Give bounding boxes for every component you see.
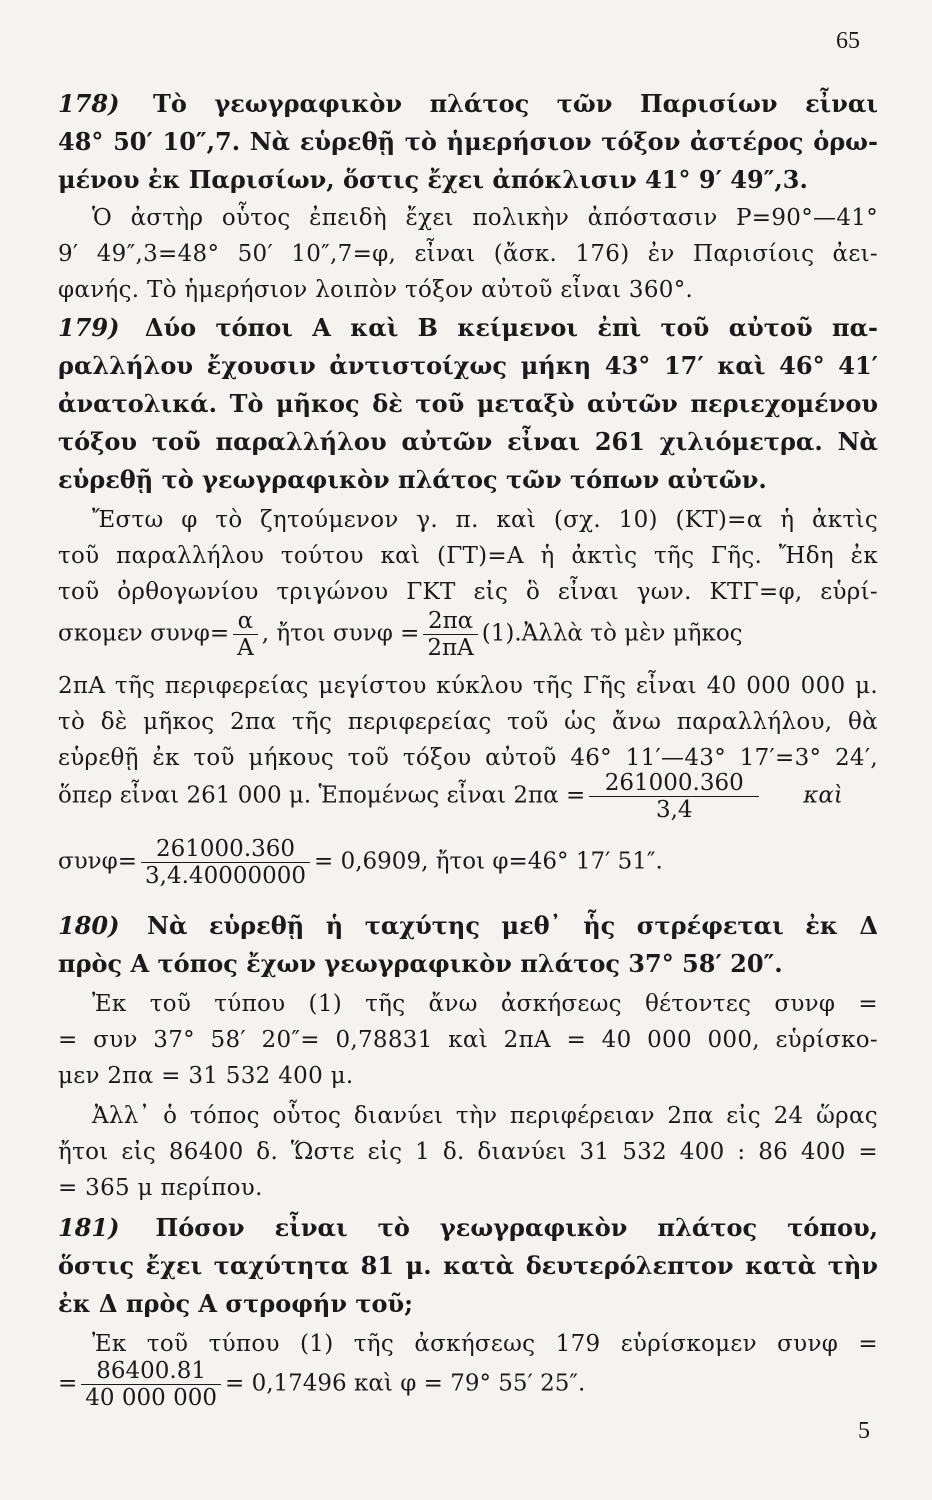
equation-181-cos-phi: = $\frac{86400.81}{40 000 000}$ = 0,17496 καὶ φ = 79° 55′ 25″. bbox=[58, 1358, 586, 1411]
fraction-a-over-A: $\frac{\alpha}{A}$ bbox=[233, 608, 258, 661]
fraction-261000-360-over-product: $\frac{261000.360}{3,4.40000000}$ bbox=[141, 836, 310, 889]
solution-179-line-6: τὸ δὲ μῆκος 2πα τῆς περιφερείας τοῦ ὡς ἄνω παραλλήλου, θὰ bbox=[58, 709, 878, 735]
solution-180-line-4: Ἀλλ᾽ ὁ τόπος οὗτος διανύει τὴν περιφέρειαν 2πα εἰς 24 ὥρας bbox=[92, 1103, 878, 1129]
solution-180-line-6: = 365 μ περίπου. bbox=[58, 1175, 263, 1201]
problem-179-line-5: εὑρεθῇ τὸ γεωγραφικὸν πλάτος τῶν τόπων αὐτῶν. bbox=[58, 465, 767, 494]
solution-178-line-2: 9′ 49″,3=48° 50′ 10″,7=φ, εἶναι (ἄσκ. 176) ἐν Παρισίοις ἀει- bbox=[58, 241, 878, 267]
equation-2pia: ὅπερ εἶναι 261 000 μ. Ἑπομένως εἶναι 2πα = $\frac{261000.360}{3,4}$ καὶ bbox=[58, 770, 843, 823]
equation-cos-phi-ratio: σκομεν συνφ= $\frac{\alpha}{A}$ , ἤτοι συνφ = $\frac{2\pi\alpha}{2\pi A}$ (1).Ἀλλὰ τὸ μὲν μῆκος bbox=[58, 608, 743, 661]
problem-179-line-2: ραλλήλου ἔχουσιν ἀντιστοίχως μήκη 43° 17′ καὶ 46° 41′ bbox=[58, 351, 878, 380]
signature-mark: 5 bbox=[858, 1418, 870, 1444]
problem-number-178: 178) bbox=[58, 89, 120, 118]
problem-number-180: 180) bbox=[58, 911, 120, 940]
problem-181-line-2: ὅστις ἔχει ταχύτητα 81 μ. κατὰ δευτερόλεπτον κατὰ τὴν bbox=[58, 1251, 878, 1280]
fraction-261000-360-over-3-4: $\frac{261000.360}{3,4}$ bbox=[589, 770, 759, 823]
problem-180-line-2: πρὸς Α τόπος ἔχων γεωγραφικὸν πλάτος 37° 58′ 20″. bbox=[58, 949, 783, 978]
solution-180-line-2: = συν 37° 58′ 20″= 0,78831 καὶ 2πΑ = 40 000 000, εὑρίσκο- bbox=[58, 1027, 878, 1053]
problem-179-line-4: τόξου τοῦ παραλλήλου αὐτῶν εἶναι 261 χιλιόμετρα. Νὰ bbox=[58, 427, 878, 456]
equation-cos-phi-result: συνφ= $\frac{261000.360}{3,4.40000000}$ = 0,6909, ἤτοι φ=46° 17′ 51″. bbox=[58, 836, 663, 889]
problem-number-179: 179) bbox=[58, 313, 120, 342]
problem-181-line-1: 181) Πόσον εἶναι τὸ γεωγραφικὸν πλάτος τόπου, bbox=[58, 1213, 878, 1242]
problem-178-line-2: 48° 50′ 10″,7. Νὰ εὑρεθῇ τὸ ἡμερήσιον τόξον ἀστέρος ὁρω- bbox=[58, 127, 878, 156]
problem-180-line-1: 180) Νὰ εὑρεθῇ ἡ ταχύτης μεθ᾽ ἧς στρέφεται ἐκ Δ bbox=[58, 911, 879, 940]
fraction-86400-81-over-40000000: $\frac{86400.81}{40 000 000}$ bbox=[81, 1358, 221, 1411]
problem-178-line-1: 178) Τὸ γεωγραφικὸν πλάτος τῶν Παρισίων εἶναι bbox=[58, 89, 879, 118]
fraction-2pia-over-2piA: $\frac{2\pi\alpha}{2\pi A}$ bbox=[423, 608, 477, 661]
solution-180-line-5: ἤτοι εἰς 86400 δ. Ὥστε εἰς 1 δ. διανύει 31 532 400 : 86 400 = bbox=[58, 1139, 878, 1165]
solution-181-line-1: Ἐκ τοῦ τύπου (1) τῆς ἀσκήσεως 179 εὑρίσκομεν συνφ = bbox=[92, 1331, 878, 1357]
problem-179-line-1: 179) Δύο τόποι Α καὶ Β κείμενοι ἐπὶ τοῦ αὐτοῦ πα- bbox=[58, 313, 878, 342]
problem-179-line-3: ἀνατολικά. Τὸ μῆκος δὲ τοῦ μεταξὺ αὐτῶν περιεχομένου bbox=[58, 389, 878, 418]
solution-179-line-1: Ἔστω φ τὸ ζητούμενον γ. π. καὶ (σχ. 10) (ΚΤ)=α ἡ ἀκτὶς bbox=[92, 507, 878, 533]
solution-179-line-3: τοῦ ὀρθογωνίου τριγώνου ΓΚΤ εἰς ὃ εἶναι γων. ΚΤΓ=φ, εὑρί- bbox=[58, 579, 878, 605]
solution-179-line-7: εὑρεθῇ ἐκ τοῦ μήκους τοῦ τόξου αὐτοῦ 46° 11′—43° 17′=3° 24′, bbox=[58, 745, 878, 771]
solution-179-line-5: 2πΑ τῆς περιφερείας μεγίστου κύκλου τῆς Γῆς εἶναι 40 000 000 μ. bbox=[58, 673, 878, 699]
solution-178-line-3: φανής. Τὸ ἡμερήσιον λοιπὸν τόξον αὐτοῦ εἶναι 360°. bbox=[58, 277, 694, 303]
solution-180-line-1: Ἐκ τοῦ τύπου (1) τῆς ἄνω ἀσκήσεως θέτοντες συνφ = bbox=[92, 991, 878, 1017]
solution-180-line-3: μεν 2πα = 31 532 400 μ. bbox=[58, 1063, 354, 1089]
problem-number-181: 181) bbox=[58, 1213, 120, 1242]
page-number: 65 bbox=[836, 28, 860, 54]
problem-178-line-3: μένου ἐκ Παρισίων, ὅστις ἔχει ἀπόκλισιν 41° 9′ 49″,3. bbox=[58, 165, 808, 194]
solution-178-line-1: Ὁ ἀστὴρ οὗτος ἐπειδὴ ἔχει πολικὴν ἀπόστασιν P=90°—41° bbox=[92, 205, 878, 231]
solution-179-line-2: τοῦ παραλλήλου τούτου καὶ (ΓΤ)=Α ἡ ἀκτὶς τῆς Γῆς. Ἤδη ἐκ bbox=[58, 543, 878, 569]
problem-181-line-3: ἐκ Δ πρὸς Α στροφήν τοῦ; bbox=[58, 1289, 414, 1318]
